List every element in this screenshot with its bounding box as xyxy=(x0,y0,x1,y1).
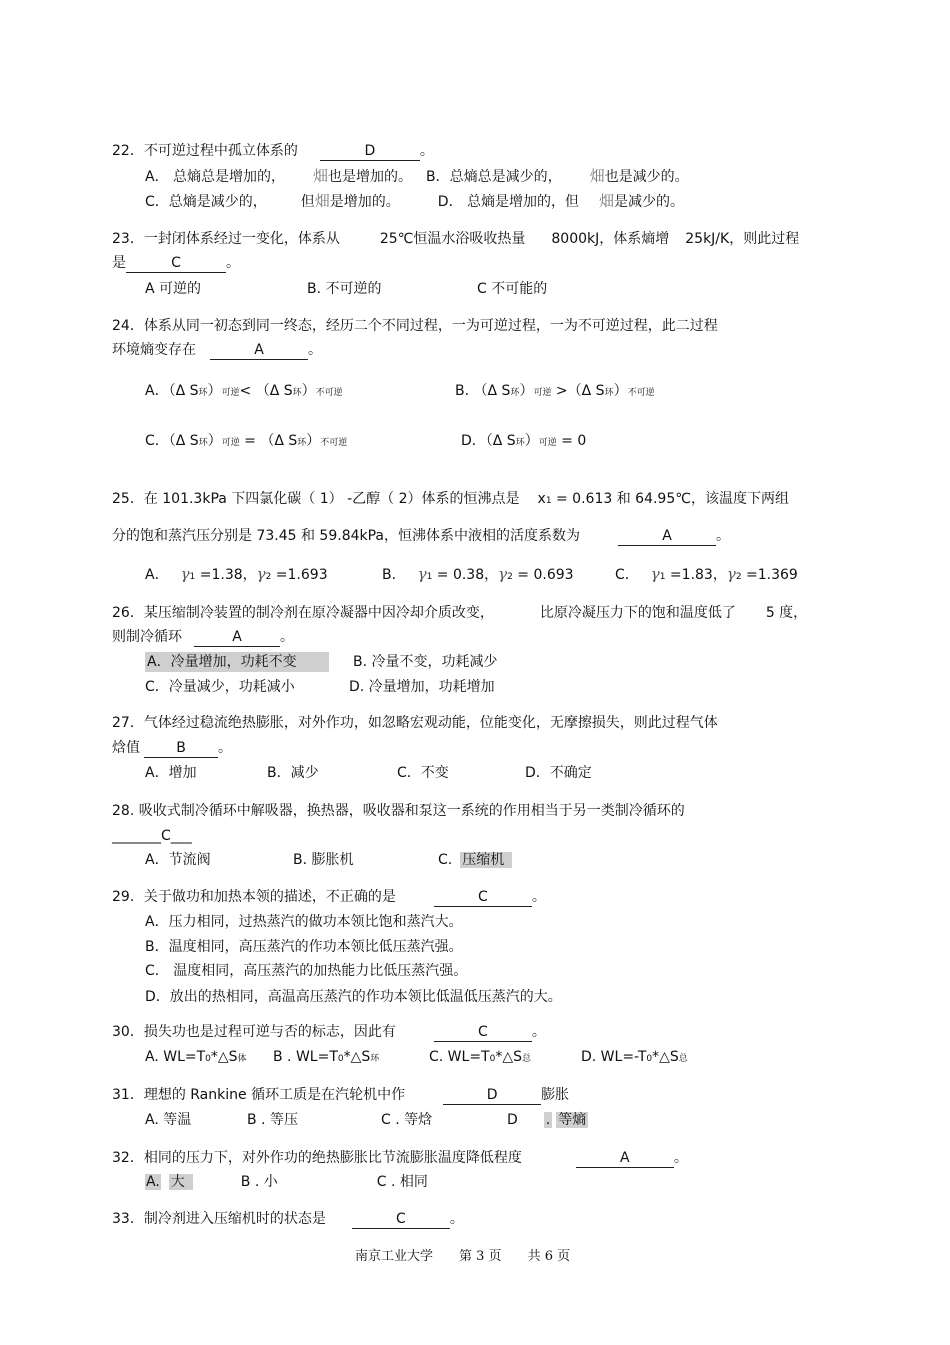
q31-stem-text: 31．理想的 Rankine 循环工质是在汽轮机中作 xyxy=(112,1087,406,1103)
q25-end: 。 xyxy=(716,528,731,544)
q27-stem-text: 27．气体经过稳流绝热膨胀，对外作功，如忽略宏观动能，位能变化，无摩擦损失，则此过程气体 xyxy=(112,715,718,731)
q22-option-b-end: 也是减少的。 xyxy=(604,169,689,185)
q30-a-main: A. WL=T xyxy=(145,1049,206,1065)
q24-a-sub4: 不可逆 xyxy=(315,388,343,398)
q22-option-a: A． 总熵总是增加的， xyxy=(145,169,286,185)
q25-option-a: A． xyxy=(145,567,169,583)
q23-option-c: C 不可能的 xyxy=(477,281,548,297)
q27-answer: B xyxy=(144,739,218,758)
q23-stem xyxy=(112,229,799,249)
q25-options xyxy=(145,564,328,587)
q33-end: 。 xyxy=(449,1211,464,1227)
q25-line2 xyxy=(112,526,730,546)
q23-options xyxy=(145,279,547,299)
q23-line2 xyxy=(112,253,240,273)
q24-c-mid1: ） xyxy=(207,433,222,449)
q31-option-d-dot: . xyxy=(545,1112,551,1128)
q32-stem-text: 32．相同的压力下，对外作功的绝热膨胀比节流膨胀温度降低程度 xyxy=(112,1150,522,1166)
q30-option-b xyxy=(273,1047,429,1069)
q29-answer: C xyxy=(434,888,532,907)
q27-option-b: B．减少 xyxy=(267,765,319,781)
q26-option-c: C．冷量减少，功耗减小 xyxy=(145,679,295,695)
q23-stem-part2: 8000kJ，体系熵增 xyxy=(551,231,670,247)
q25-a-sub1: 1 xyxy=(189,572,196,582)
q27-end: 。 xyxy=(218,740,232,756)
q22-options-2 xyxy=(145,191,684,212)
q25-a-val1: =1.38， xyxy=(195,567,257,583)
q28-option-a: A．节流阀 xyxy=(145,852,211,868)
q28-stem-text: 28. 吸收式制冷循环中解吸器，换热器，吸收器和泵这一系统的作用相当于另一类制冷循环的 xyxy=(112,803,685,819)
q32-end: 。 xyxy=(673,1150,688,1166)
q27-line2 xyxy=(112,738,232,758)
q24-stem xyxy=(112,316,718,336)
q23-option-b: B. 不可逆的 xyxy=(307,281,382,297)
q24-a-mid2: ） xyxy=(301,383,316,399)
q26-stem xyxy=(112,603,807,623)
q24-stem-text: 24．体系从同一初态到同一终态，经历二个不同过程，一为可逆过程，一为不可逆过程，此二过程 xyxy=(112,318,718,334)
q29-option-b: B．温度相同，高压蒸汽的作功本领比低压蒸汽强。 xyxy=(145,939,463,955)
q29-option-b-line xyxy=(145,937,463,957)
q25-b-val1: = 0.38， xyxy=(432,567,499,583)
q29-option-d-line xyxy=(145,987,562,1007)
q22-stem xyxy=(112,141,434,161)
q30-a-mid: *△S xyxy=(210,1049,238,1065)
q30-option-c xyxy=(429,1047,581,1069)
q31-stem xyxy=(112,1085,569,1105)
q22-end: 。 xyxy=(419,143,434,159)
q23-stem-text: 23．一封闭体系经过一变化，体系从 xyxy=(112,231,340,247)
q25-a-gamma2: γ xyxy=(256,565,266,583)
q32-stem xyxy=(112,1148,688,1168)
q24-options-1 xyxy=(145,381,343,403)
q29-end: 。 xyxy=(531,889,546,905)
q30-option-d xyxy=(581,1049,688,1065)
q24-d-mid1: ） xyxy=(524,433,539,449)
q26-option-b: B. 冷量不变，功耗减少 xyxy=(353,654,498,670)
q28-options xyxy=(145,850,512,870)
footer-school: 南京工业大学 xyxy=(355,1249,434,1264)
q24-b-sub3: 环 xyxy=(604,388,614,398)
q30-b-sub0: 0 xyxy=(337,1054,344,1064)
q25-c-gamma1: γ xyxy=(650,565,660,583)
q30-d-sub: 总 xyxy=(678,1054,688,1064)
q22-options-1 xyxy=(145,166,689,187)
q24-c-sub2: 可逆 xyxy=(221,438,240,448)
q24-option-b: B. （Δ S xyxy=(455,383,511,399)
q22-option-d-end: 是减少的。 xyxy=(614,194,685,210)
q22-option-b-symbol: 畑 xyxy=(589,167,605,185)
q31-option-d-label: D xyxy=(507,1112,518,1128)
q32-option-a-highlighted: 大 xyxy=(169,1174,193,1190)
q22-option-d-symbol: 畑 xyxy=(599,192,615,210)
q24-a-sub3: 环 xyxy=(292,388,302,398)
q25-c-val2: =1.369 xyxy=(741,567,798,583)
q24-a-mid1: ） xyxy=(207,383,222,399)
q24-b-mid2: ） xyxy=(613,383,628,399)
q32-option-a-label: A. xyxy=(146,1174,160,1190)
q24-b-sub2: 可逆 xyxy=(533,388,552,398)
q31-option-b: B . 等压 xyxy=(247,1112,298,1128)
q25-c-val1: =1.83， xyxy=(665,567,727,583)
q22-option-b: B．总熵总是减少的， xyxy=(426,169,562,185)
q26-options-2 xyxy=(145,677,495,697)
q25-line2-text: 分的饱和蒸汽压分别是 73.45 和 59.84kPa，恒沸体系中液相的活度系数为 xyxy=(112,528,581,544)
q22-option-a-symbol: 畑 xyxy=(313,167,329,185)
q32-answer: A xyxy=(576,1149,674,1168)
q28-option-b: B. 膨胀机 xyxy=(293,852,354,868)
q30-b-main: B . WL=T xyxy=(273,1049,338,1065)
q30-a-sub0: 0 xyxy=(205,1054,211,1064)
q24-c-mid2: ） xyxy=(306,433,321,449)
q27-options xyxy=(145,763,592,783)
q25-x-sub: 1 xyxy=(545,496,552,506)
q31-option-a: A. 等温 xyxy=(145,1112,192,1128)
q26-option-d: D. 冷量增加，功耗增加 xyxy=(349,679,495,695)
q30-c-mid: *△S xyxy=(495,1049,522,1065)
q22-answer: D xyxy=(320,142,420,161)
q25-options-b xyxy=(382,564,574,587)
q25-b-val2: = 0.693 xyxy=(512,567,574,583)
q25-c-gamma2: γ xyxy=(726,565,736,583)
q24-line2 xyxy=(112,340,322,360)
q23-stem-part1: 25℃恒温水浴吸收热量 xyxy=(379,231,526,247)
q30-c-sub0: 0 xyxy=(489,1054,496,1064)
q25-a-val2: =1.693 xyxy=(271,567,328,583)
q31-end: 膨胀 xyxy=(541,1087,570,1103)
q29-option-c: C． 温度相同，高压蒸汽的加热能力比低压蒸汽强。 xyxy=(145,963,468,979)
q23-line2-text: 是 xyxy=(112,255,126,271)
q32-options xyxy=(145,1172,428,1192)
q25-a-sub2: 2 xyxy=(265,572,272,582)
q24-line2-text: 环境熵变存在 xyxy=(112,342,196,358)
q27-option-d: D．不确定 xyxy=(525,765,592,781)
q26-stem-part1: 比原冷凝压力下的饱和温度低了 xyxy=(539,605,736,621)
q30-a-sub: 体 xyxy=(237,1054,247,1064)
q28-answer-line xyxy=(112,826,192,846)
q30-options xyxy=(145,1047,688,1069)
q33-stem xyxy=(112,1209,464,1229)
q31-option-d-highlighted: 等熵 xyxy=(558,1112,587,1128)
q25-c-sub2: 2 xyxy=(735,572,742,582)
q30-d-mid: *△S xyxy=(652,1049,679,1065)
footer-page-total: 共 6 页 xyxy=(527,1249,571,1264)
q24-a-sub1: 环 xyxy=(198,388,208,398)
q23-stem-part3: 25kJ/K，则此过程 xyxy=(685,231,800,247)
q24-answer: A xyxy=(210,341,308,360)
q23-answer: C xyxy=(126,254,226,273)
q23-end: 。 xyxy=(226,255,240,271)
q30-option-a xyxy=(145,1047,273,1069)
q22-option-d: D． 总熵是增加的，但 xyxy=(437,194,580,210)
q30-c-sub: 总 xyxy=(522,1054,532,1064)
q27-option-a: A．增加 xyxy=(145,765,197,781)
q25-a-gamma1: γ xyxy=(180,565,190,583)
q25-b-sub1: 1 xyxy=(426,572,433,582)
q30-answer: C xyxy=(434,1023,532,1042)
q26-stem-part2: 5 度， xyxy=(765,605,808,621)
q30-end: 。 xyxy=(531,1024,546,1040)
q26-answer: A xyxy=(194,628,280,647)
q24-a-sub2: 可逆 xyxy=(221,388,240,398)
q25-x-value: = 0.613 和 64.95℃，该温度下两组 xyxy=(551,491,789,507)
q30-d-main: D. WL=-T xyxy=(581,1049,647,1065)
q30-stem xyxy=(112,1022,546,1042)
q28-stem xyxy=(112,801,685,821)
q22-option-c-symbol: 畑 xyxy=(314,192,330,210)
q29-option-a: A．压力相同，过热蒸汽的做功本领比饱和蒸汽大。 xyxy=(145,914,463,930)
q31-answer: D xyxy=(443,1086,541,1105)
q22-stem-text: 22．不可逆过程中孤立体系的 xyxy=(112,143,298,159)
q25-option-b: B． xyxy=(382,567,406,583)
q24-c-op: = （Δ S xyxy=(239,433,298,449)
q32-option-c: C . 相同 xyxy=(376,1174,428,1190)
q25-b-gamma1: γ xyxy=(417,565,427,583)
q29-option-c-line xyxy=(145,961,467,981)
q24-option-d: D．（Δ S xyxy=(461,433,516,449)
q24-options-1b xyxy=(455,381,655,403)
q25-answer: A xyxy=(618,527,716,546)
q29-option-d: D．放出的热相同，高温高压蒸汽的作功本领比低温低压蒸汽的大。 xyxy=(145,989,562,1005)
q26-end: 。 xyxy=(280,629,294,645)
q25-b-sub2: 2 xyxy=(507,572,513,582)
q33-stem-text: 33．制冷剂进入压缩机时的状态是 xyxy=(112,1211,326,1227)
q28-option-c-highlighted: 压缩机 xyxy=(460,852,512,868)
q25-x: x xyxy=(537,491,546,507)
q29-option-a-line xyxy=(145,912,463,932)
q24-d-sub1: 环 xyxy=(515,438,525,448)
q24-options-2d xyxy=(461,431,586,453)
q24-b-sub4: 不可逆 xyxy=(627,388,655,398)
q25-stem xyxy=(112,489,789,511)
q23-option-a: A 可逆的 xyxy=(145,281,202,297)
q28-option-c-label: C. xyxy=(438,852,453,868)
q32-option-b: B . 小 xyxy=(240,1174,278,1190)
q24-d-sub2: 可逆 xyxy=(538,438,557,448)
q27-line2-text: 焓值 xyxy=(112,740,140,756)
q25-option-c: C． xyxy=(615,567,639,583)
q25-options-c xyxy=(615,564,798,587)
q24-c-sub1: 环 xyxy=(198,438,208,448)
q24-end: 。 xyxy=(308,342,322,358)
q22-option-a-end: 也是增加的。 xyxy=(328,169,413,185)
q24-a-op: < （Δ S xyxy=(239,383,293,399)
q28-answer: _______C___ xyxy=(112,828,192,844)
q26-options-1 xyxy=(145,652,498,672)
q33-answer: C xyxy=(352,1210,450,1229)
q22-option-c-end: 是增加的。 xyxy=(329,194,400,210)
q29-stem xyxy=(112,887,546,907)
q24-c-sub4: 不可逆 xyxy=(320,438,348,448)
q25-c-sub1: 1 xyxy=(659,572,666,582)
q27-option-c: C．不变 xyxy=(397,765,449,781)
q30-d-sub0: 0 xyxy=(646,1054,653,1064)
q22-option-c: C．总熵是减少的， xyxy=(145,194,267,210)
page-footer xyxy=(355,1247,570,1267)
q27-stem xyxy=(112,713,718,733)
q24-options-2 xyxy=(145,431,347,453)
q24-b-sub1: 环 xyxy=(510,388,520,398)
q30-b-sub: 环 xyxy=(370,1054,380,1064)
q26-stem-text: 26．某压缩制冷装置的制冷剂在原冷凝器中因冷却介质改变， xyxy=(112,605,494,621)
q31-option-c: C . 等焓 xyxy=(381,1112,433,1128)
q26-line2-text: 则制冷循环 xyxy=(112,629,182,645)
footer-page-number: 第 3 页 xyxy=(459,1249,502,1264)
q31-options xyxy=(145,1110,588,1130)
q30-stem-text: 30．损失功也是过程可逆与否的标志，因此有 xyxy=(112,1024,396,1040)
q30-c-main: C. WL=T xyxy=(429,1049,490,1065)
q24-b-mid1: ） xyxy=(519,383,534,399)
q24-d-op: = 0 xyxy=(556,433,587,449)
q29-stem-text: 29．关于做功和加热本领的描述，不正确的是 xyxy=(112,889,396,905)
q25-stem-text: 25．在 101.3kPa 下四氯化碳（ 1） -乙醇（ 2）体系的恒沸点是 xyxy=(112,491,520,507)
q24-option-a: A．（Δ S xyxy=(145,383,199,399)
q25-b-gamma2: γ xyxy=(498,565,508,583)
q30-b-mid: *△S xyxy=(343,1049,371,1065)
q24-option-c: C．（Δ S xyxy=(145,433,199,449)
q24-c-sub3: 环 xyxy=(297,438,307,448)
q26-option-a-highlighted: A．冷量增加，功耗不变 xyxy=(145,652,329,672)
q24-b-op: >（Δ S xyxy=(551,383,605,399)
q22-option-c-mid: 但 xyxy=(300,194,315,210)
q26-line2 xyxy=(112,627,294,647)
